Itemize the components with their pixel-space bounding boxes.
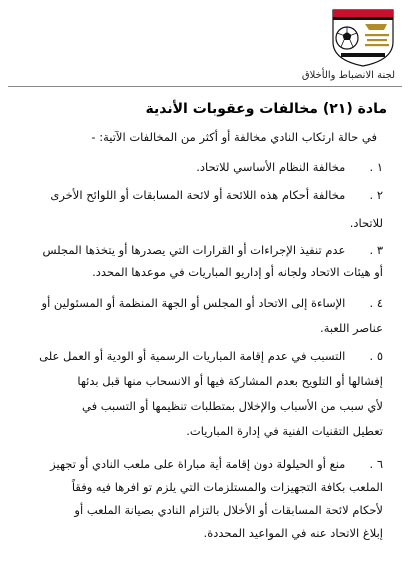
list-item bbox=[11, 453, 383, 544]
header-divider bbox=[8, 86, 402, 87]
item-number: ٣ . bbox=[369, 243, 383, 257]
item-number: ٤ . bbox=[369, 296, 383, 310]
item-text-line: تعطيل التقنيات الفنية في إدارة المباريات. bbox=[186, 424, 383, 438]
item-text-line: مخالفة النظام الأساسي للاتحاد. bbox=[196, 160, 346, 174]
item-text-line: الملعب بكافة التجهيزات والمستلزمات التي يلزم تو افرها فيه وفقاً bbox=[71, 480, 383, 494]
article-title: مادة (٢١) مخالفات وعقوبات الأندية bbox=[145, 101, 387, 117]
article-intro: في حالة ارتكاب النادي مخالفة أو أكثر من المخالفات الآتية: - bbox=[91, 130, 377, 144]
list-item bbox=[11, 239, 383, 283]
item-text-line: لأحكام لائحة المسابقات أو الأخلال بالتزام النادي بصيانة الملعب أو bbox=[74, 503, 383, 517]
list-item bbox=[11, 184, 383, 234]
list-item bbox=[11, 156, 383, 178]
item-text-line: الإساءة إلى الاتحاد أو المجلس أو الجهة المنظمة أو المسئولين أو bbox=[41, 296, 346, 310]
item-text-line: مخالفة أحكام هذه اللائحة أو لائحة المسابقات أو اللوائح الأخرى bbox=[50, 188, 346, 202]
list-item bbox=[11, 292, 383, 339]
list-item bbox=[11, 345, 383, 442]
item-text-line: إفشالها أو التلويح بعدم المشاركة فيها أو الانسحاب منها قبل بدئها bbox=[77, 374, 383, 388]
item-text-line: لأي سبب من الأسباب والإخلال بمتطلبات تنظيمها أو التسبب في bbox=[81, 399, 383, 413]
item-number: ٦ . bbox=[369, 457, 383, 471]
item-text-line: للاتحاد. bbox=[349, 216, 383, 230]
item-number: ٢ . bbox=[369, 188, 383, 202]
item-text-line: عدم تنفيذ الإجراءات أو القرارات التي يصدرها أو يتخذها المجلس bbox=[42, 243, 346, 257]
item-text-line: منع أو الحيلولة دون إقامة أية مباراة على ملعب النادي أو تجهيز bbox=[50, 457, 346, 471]
item-number: ١ . bbox=[369, 160, 383, 174]
item-text-line: أو هيئات الاتحاد ولجانه أو إداريو المباريات في موعدها المحدد. bbox=[92, 265, 383, 279]
item-number: ٥ . bbox=[369, 349, 383, 363]
item-text-line: إبلاغ الاتحاد عنه في المواعيد المحددة. bbox=[203, 526, 383, 540]
committee-name: لجنة الانضباط والأخلاق bbox=[301, 70, 395, 81]
egyptian-fa-logo bbox=[329, 6, 397, 68]
item-text-line: التسبب في عدم إقامة المباريات الرسمية أو الودية أو العمل على bbox=[39, 349, 346, 363]
item-text-line: عناصر اللعبة. bbox=[320, 321, 383, 335]
